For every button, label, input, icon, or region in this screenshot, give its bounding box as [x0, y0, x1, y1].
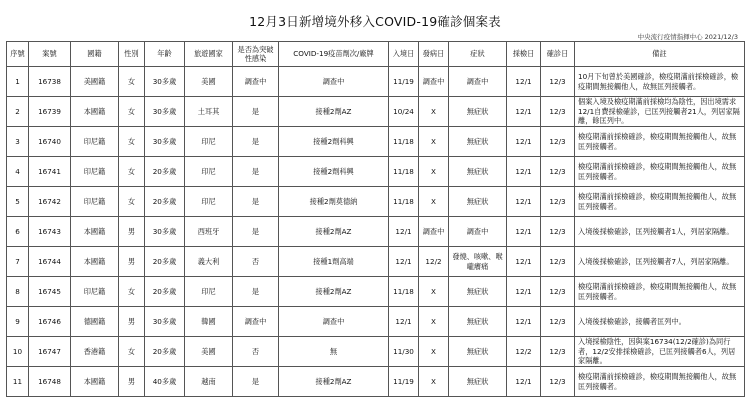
- cell-symptoms: 無症狀: [449, 157, 507, 187]
- cell-index: 3: [7, 127, 29, 157]
- cell-travel-country: 美國: [185, 67, 233, 97]
- cell-onset-date: X: [419, 97, 449, 127]
- cell-age: 40多歲: [145, 367, 185, 397]
- cell-nationality: 本國籍: [71, 247, 119, 277]
- cell-symptoms: 調查中: [449, 67, 507, 97]
- cell-index: 5: [7, 187, 29, 217]
- cell-vaccine: 無: [279, 337, 389, 367]
- cell-sex: 女: [119, 277, 145, 307]
- cell-symptoms: 無症狀: [449, 97, 507, 127]
- table-row: [7, 277, 745, 307]
- cell-vaccine: 接種2劑AZ: [279, 367, 389, 397]
- cell-note: 檢疫期滿前採檢確診，檢疫期間無接觸他人，故無匡列接觸者。: [575, 187, 745, 217]
- cell-sex: 女: [119, 187, 145, 217]
- cell-sex: 男: [119, 367, 145, 397]
- cell-travel-country: 韓國: [185, 307, 233, 337]
- cell-onset-date: X: [419, 277, 449, 307]
- cell-sex: 女: [119, 157, 145, 187]
- cell-case-id: 16746: [29, 307, 71, 337]
- cell-onset-date: X: [419, 127, 449, 157]
- table-row: [7, 217, 745, 247]
- cell-test-date: 12/1: [507, 187, 541, 217]
- cell-test-date: 12/1: [507, 277, 541, 307]
- cell-entry-date: 11/19: [389, 367, 419, 397]
- cell-index: 7: [7, 247, 29, 277]
- cell-age: 30多歲: [145, 307, 185, 337]
- cell-entry-date: 11/18: [389, 157, 419, 187]
- cell-onset-date: X: [419, 157, 449, 187]
- cell-travel-country: 義大利: [185, 247, 233, 277]
- cell-confirm-date: 12/3: [541, 97, 575, 127]
- cell-test-date: 12/1: [507, 67, 541, 97]
- cell-onset-date: 12/2: [419, 247, 449, 277]
- cell-travel-country: 印尼: [185, 127, 233, 157]
- cell-onset-date: 調查中: [419, 217, 449, 247]
- table-row: [7, 247, 745, 277]
- cell-breakthrough: 調查中: [233, 67, 279, 97]
- cell-onset-date: X: [419, 187, 449, 217]
- cell-case-id: 16748: [29, 367, 71, 397]
- column-header: 旅遊國家: [185, 42, 233, 67]
- cell-breakthrough: 是: [233, 277, 279, 307]
- column-header: 性別: [119, 42, 145, 67]
- cell-index: 11: [7, 367, 29, 397]
- cell-sex: 女: [119, 97, 145, 127]
- cell-sex: 男: [119, 217, 145, 247]
- column-header: 症狀: [449, 42, 507, 67]
- cell-symptoms: 無症狀: [449, 277, 507, 307]
- cell-age: 20多歲: [145, 157, 185, 187]
- cell-test-date: 12/1: [507, 127, 541, 157]
- cell-confirm-date: 12/3: [541, 337, 575, 367]
- cell-vaccine: 接種2劑莫德納: [279, 187, 389, 217]
- cell-vaccine: 調查中: [279, 67, 389, 97]
- cell-note: 入境後採檢確診，匡列接觸者1人，列居家隔離。: [575, 217, 745, 247]
- cell-entry-date: 11/18: [389, 277, 419, 307]
- cell-entry-date: 10/24: [389, 97, 419, 127]
- cell-note: 入境後採檢確診，匡列接觸者7人，列居家隔離。: [575, 247, 745, 277]
- cell-note: 10月下旬曾於美國確診，檢疫期滿前採檢確診，檢疫期間無接觸他人，故無匡列接觸者。: [575, 67, 745, 97]
- table-body: [7, 67, 745, 397]
- cell-confirm-date: 12/3: [541, 157, 575, 187]
- cell-age: 20多歲: [145, 187, 185, 217]
- cell-breakthrough: 是: [233, 367, 279, 397]
- cell-breakthrough: 是: [233, 127, 279, 157]
- cell-test-date: 12/1: [507, 367, 541, 397]
- cell-sex: 女: [119, 337, 145, 367]
- cell-symptoms: 無症狀: [449, 337, 507, 367]
- cell-age: 20多歲: [145, 277, 185, 307]
- cell-breakthrough: 調查中: [233, 307, 279, 337]
- cell-note: 檢疫期滿前採檢確診，檢疫期間無接觸他人，故無匡列接觸者。: [575, 157, 745, 187]
- cell-nationality: 美國籍: [71, 67, 119, 97]
- cell-travel-country: 印尼: [185, 187, 233, 217]
- cell-index: 4: [7, 157, 29, 187]
- cell-test-date: 12/2: [507, 337, 541, 367]
- cell-nationality: 本國籍: [71, 367, 119, 397]
- column-header: 案號: [29, 42, 71, 67]
- cell-confirm-date: 12/3: [541, 247, 575, 277]
- cell-case-id: 16739: [29, 97, 71, 127]
- table-row: [7, 337, 745, 367]
- column-header: 入境日: [389, 42, 419, 67]
- table-row: [7, 97, 745, 127]
- cell-index: 2: [7, 97, 29, 127]
- cell-onset-date: X: [419, 367, 449, 397]
- cell-note: 入境採檢陰性，因與案16734(12/2確診)為同行者，12/2安排採檢確診，已匡列接觸者6人，列居家隔離。: [575, 337, 745, 367]
- cell-entry-date: 11/30: [389, 337, 419, 367]
- table-row: [7, 157, 745, 187]
- cell-confirm-date: 12/3: [541, 187, 575, 217]
- cell-travel-country: 美國: [185, 337, 233, 367]
- cell-index: 8: [7, 277, 29, 307]
- cell-age: 20多歲: [145, 247, 185, 277]
- cell-sex: 男: [119, 247, 145, 277]
- column-header: 是否為突破性感染: [233, 42, 279, 67]
- cell-nationality: 印尼籍: [71, 277, 119, 307]
- cell-test-date: 12/1: [507, 157, 541, 187]
- case-table: [6, 41, 745, 397]
- table-header: [7, 42, 745, 67]
- table-row: [7, 127, 745, 157]
- cell-onset-date: X: [419, 337, 449, 367]
- cell-age: 30多歲: [145, 217, 185, 247]
- cell-symptoms: 無症狀: [449, 367, 507, 397]
- cell-breakthrough: 是: [233, 97, 279, 127]
- cell-entry-date: 12/1: [389, 307, 419, 337]
- cell-breakthrough: 否: [233, 247, 279, 277]
- cell-travel-country: 土耳其: [185, 97, 233, 127]
- cell-travel-country: 西班牙: [185, 217, 233, 247]
- cell-vaccine: 調查中: [279, 307, 389, 337]
- cell-note: 檢疫期滿前採檢確診，檢疫期間無接觸他人，故無匡列接觸者。: [575, 367, 745, 397]
- cell-index: 10: [7, 337, 29, 367]
- column-header: 發病日: [419, 42, 449, 67]
- cell-nationality: 本國籍: [71, 97, 119, 127]
- cell-case-id: 16738: [29, 67, 71, 97]
- cell-entry-date: 12/1: [389, 217, 419, 247]
- source-note: 中央流行疫情指揮中心 2021/12/3: [637, 33, 738, 41]
- cell-nationality: 印尼籍: [71, 157, 119, 187]
- cell-breakthrough: 是: [233, 217, 279, 247]
- cell-case-id: 16742: [29, 187, 71, 217]
- cell-entry-date: 12/1: [389, 247, 419, 277]
- cell-confirm-date: 12/3: [541, 127, 575, 157]
- cell-age: 30多歲: [145, 67, 185, 97]
- cell-case-id: 16740: [29, 127, 71, 157]
- cell-symptoms: 無症狀: [449, 187, 507, 217]
- cell-note: 檢疫期滿前採檢確診，檢疫期間無接觸他人，故無匡列接觸者。: [575, 127, 745, 157]
- cell-case-id: 16743: [29, 217, 71, 247]
- cell-note: 個案入境及檢疫期滿前採檢均為陰性，因出境需求12/1自費採檢確診，已匡列接觸者21人，列居家隔離，餘匡列中。: [575, 97, 745, 127]
- cell-sex: 男: [119, 307, 145, 337]
- cell-note: 檢疫期滿前採檢確診，檢疫期間無接觸他人，故無匡列接觸者。: [575, 277, 745, 307]
- cell-age: 30多歲: [145, 127, 185, 157]
- cell-confirm-date: 12/3: [541, 367, 575, 397]
- cell-entry-date: 11/18: [389, 187, 419, 217]
- cell-symptoms: 調查中: [449, 217, 507, 247]
- column-header: 年齡: [145, 42, 185, 67]
- cell-age: 30多歲: [145, 97, 185, 127]
- cell-entry-date: 11/19: [389, 67, 419, 97]
- column-header: 序號: [7, 42, 29, 67]
- cell-travel-country: 越南: [185, 367, 233, 397]
- column-header: 確診日: [541, 42, 575, 67]
- cell-nationality: 德國籍: [71, 307, 119, 337]
- page-title: 12月3日新增境外移入COVID-19確診個案表: [249, 14, 501, 29]
- cell-note: 入境後採檢確診，接觸者匡列中。: [575, 307, 745, 337]
- table-row: [7, 307, 745, 337]
- cell-age: 20多歲: [145, 337, 185, 367]
- cell-case-id: 16744: [29, 247, 71, 277]
- cell-case-id: 16747: [29, 337, 71, 367]
- header-row: [7, 42, 745, 67]
- cell-travel-country: 印尼: [185, 277, 233, 307]
- cell-breakthrough: 是: [233, 157, 279, 187]
- column-header: 採檢日: [507, 42, 541, 67]
- cell-onset-date: X: [419, 307, 449, 337]
- cell-nationality: 印尼籍: [71, 187, 119, 217]
- cell-nationality: 香港籍: [71, 337, 119, 367]
- cell-symptoms: 無症狀: [449, 307, 507, 337]
- cell-onset-date: 調查中: [419, 67, 449, 97]
- cell-vaccine: 接種2劑AZ: [279, 277, 389, 307]
- cell-index: 6: [7, 217, 29, 247]
- cell-test-date: 12/1: [507, 247, 541, 277]
- cell-vaccine: 接種2劑科興: [279, 127, 389, 157]
- cell-test-date: 12/1: [507, 307, 541, 337]
- column-header: COVID-19疫苗劑次/廠牌: [279, 42, 389, 67]
- cell-test-date: 12/1: [507, 97, 541, 127]
- cell-confirm-date: 12/3: [541, 277, 575, 307]
- cell-case-id: 16745: [29, 277, 71, 307]
- cell-vaccine: 接種2劑AZ: [279, 97, 389, 127]
- cell-breakthrough: 是: [233, 187, 279, 217]
- cell-symptoms: 發燒、咳嗽、喉嚨癢痛: [449, 247, 507, 277]
- cell-nationality: 印尼籍: [71, 127, 119, 157]
- cell-sex: 女: [119, 67, 145, 97]
- cell-entry-date: 11/18: [389, 127, 419, 157]
- cell-test-date: 12/1: [507, 217, 541, 247]
- table-row: [7, 67, 745, 97]
- cell-confirm-date: 12/3: [541, 217, 575, 247]
- cell-symptoms: 無症狀: [449, 127, 507, 157]
- cell-vaccine: 接種2劑科興: [279, 157, 389, 187]
- cell-confirm-date: 12/3: [541, 67, 575, 97]
- column-header: 備註: [575, 42, 745, 67]
- cell-confirm-date: 12/3: [541, 307, 575, 337]
- cell-vaccine: 接種2劑AZ: [279, 217, 389, 247]
- cell-breakthrough: 否: [233, 337, 279, 367]
- cell-vaccine: 接種1劑高端: [279, 247, 389, 277]
- table-row: [7, 367, 745, 397]
- cell-travel-country: 印尼: [185, 157, 233, 187]
- table-row: [7, 187, 745, 217]
- cell-index: 9: [7, 307, 29, 337]
- column-header: 國籍: [71, 42, 119, 67]
- cell-index: 1: [7, 67, 29, 97]
- cell-case-id: 16741: [29, 157, 71, 187]
- cell-sex: 女: [119, 127, 145, 157]
- cell-nationality: 本國籍: [71, 217, 119, 247]
